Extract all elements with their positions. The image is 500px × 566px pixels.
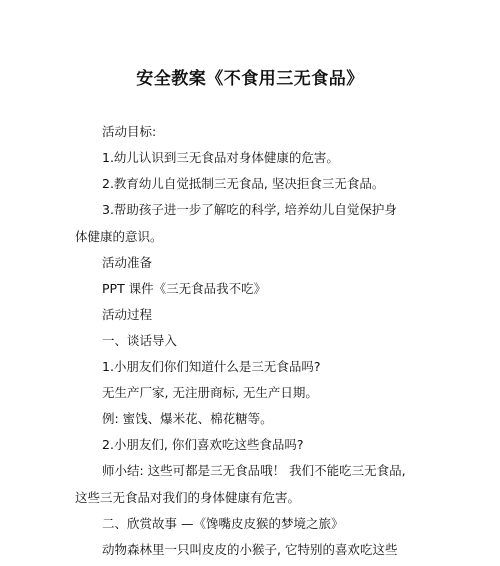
goal-item-3: 3.帮助孩子进一步了解吃的科学, 培养幼儿自觉保护身 (102, 202, 397, 217)
process-examples: 例: 蜜饯、爆米花、棉花糖等。 (102, 411, 273, 426)
story-paragraph: 动物森林里一只叫皮皮的小猴子, 它特别的喜欢吃这些 (102, 542, 398, 557)
process-step-story: 二、欣赏故事 —《馋嘴皮皮猴的梦境之旅》 (102, 516, 344, 531)
process-question-2: 2.小朋友们, 你们喜欢吃这些食品吗? (102, 437, 304, 452)
goal-item-1: 1.幼儿认识到三无食品对身体健康的危害。 (102, 150, 339, 165)
preparation-item: PPT 课件《三无食品我不吃》 (102, 281, 267, 296)
goal-item-3-continued: 体健康的意识。 (75, 229, 163, 244)
teacher-summary: 师小结: 这些可都是三无食品哦！ 我们不能吃三无食品, (102, 463, 406, 478)
section-heading-preparation: 活动准备 (102, 255, 153, 270)
process-question-1: 1.小朋友们你们知道什么是三无食品吗? (102, 359, 321, 374)
document-title: 安全教案《不食用三无食品》 (136, 69, 364, 89)
process-step-intro: 一、谈话导入 (102, 333, 178, 348)
teacher-summary-continued: 这些三无食品对我们的身体健康有危害。 (75, 490, 301, 505)
goal-item-2: 2.教育幼儿自觉抵制三无食品, 坚决拒食三无食品。 (102, 176, 385, 191)
section-heading-process: 活动过程 (102, 307, 153, 322)
process-definition: 无生产厂家, 无注册商标, 无生产日期。 (102, 385, 318, 400)
section-heading-goals: 活动目标: (102, 124, 157, 139)
